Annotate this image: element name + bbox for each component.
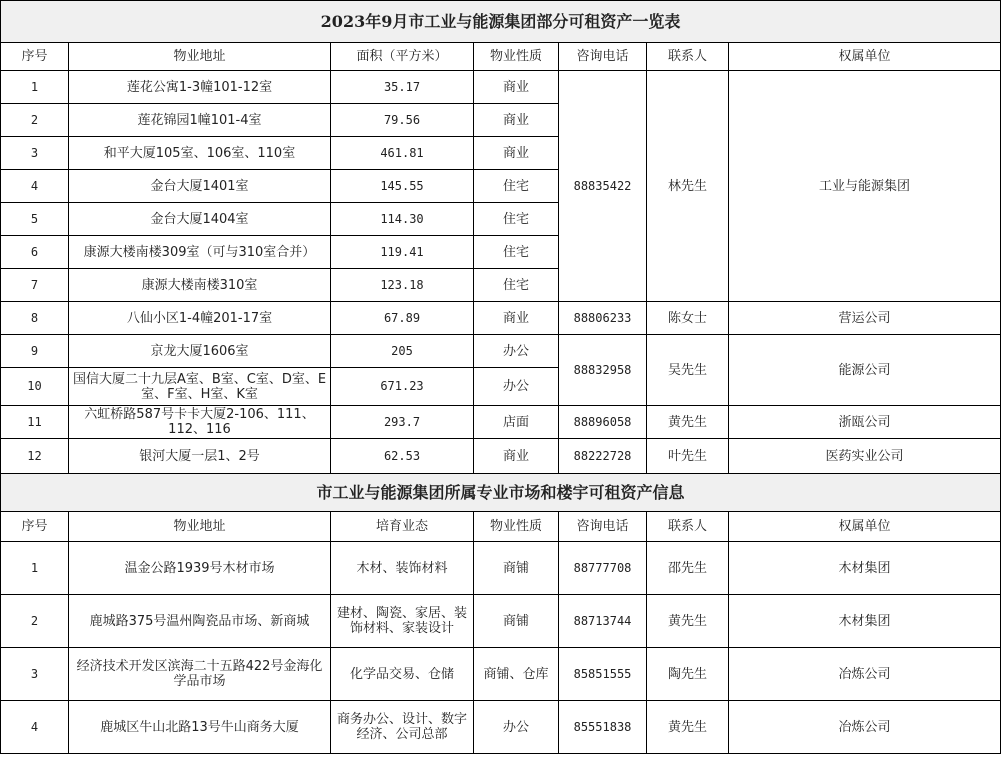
row-contact: 吴先生 <box>647 335 729 406</box>
row-type: 办公 <box>474 335 559 368</box>
table-row <box>1 335 1001 368</box>
row-phone: 88832958 <box>559 335 647 406</box>
row-contact: 林先生 <box>647 71 729 302</box>
table-row <box>1 595 1001 648</box>
row-type: 住宅 <box>474 170 559 203</box>
section1-title-row <box>1 1 1001 43</box>
row-address: 和平大厦105室、106室、110室 <box>69 137 331 170</box>
row-business: 化学品交易、仓储 <box>331 648 474 701</box>
row-type: 商业 <box>474 137 559 170</box>
row-address: 康源大楼南楼309室（可与310室合并） <box>69 236 331 269</box>
row-no: 2 <box>1 595 69 648</box>
row-address: 银河大厦一层1、2号 <box>69 439 331 474</box>
row-address: 京龙大厦1606室 <box>69 335 331 368</box>
row-area: 62.53 <box>331 439 474 474</box>
row-no: 5 <box>1 203 69 236</box>
row-contact: 黄先生 <box>647 701 729 754</box>
header-no: 序号 <box>1 512 69 542</box>
row-type: 住宅 <box>474 203 559 236</box>
row-no: 11 <box>1 406 69 439</box>
header-no: 序号 <box>1 43 69 71</box>
header-phone: 咨询电话 <box>559 512 647 542</box>
header-business: 培育业态 <box>331 512 474 542</box>
row-address: 国信大厦二十九层A室、B室、C室、D室、E室、F室、H室、K室 <box>69 368 331 406</box>
row-area: 123.18 <box>331 269 474 302</box>
section2-title-row <box>1 474 1001 512</box>
row-no: 4 <box>1 170 69 203</box>
row-type: 住宅 <box>474 269 559 302</box>
row-no: 8 <box>1 302 69 335</box>
row-no: 3 <box>1 137 69 170</box>
header-contact: 联系人 <box>647 512 729 542</box>
row-no: 4 <box>1 701 69 754</box>
row-no: 9 <box>1 335 69 368</box>
header-type: 物业性质 <box>474 43 559 71</box>
row-address: 莲花锦园1幢101-4室 <box>69 104 331 137</box>
row-address: 鹿城路375号温州陶瓷品市场、新商城 <box>69 595 331 648</box>
row-type: 办公 <box>474 368 559 406</box>
row-area: 79.56 <box>331 104 474 137</box>
row-type: 店面 <box>474 406 559 439</box>
row-contact: 黄先生 <box>647 595 729 648</box>
row-owner: 能源公司 <box>729 335 1001 406</box>
row-contact: 叶先生 <box>647 439 729 474</box>
row-no: 7 <box>1 269 69 302</box>
row-no: 12 <box>1 439 69 474</box>
row-phone: 88777708 <box>559 542 647 595</box>
row-type: 办公 <box>474 701 559 754</box>
header-address: 物业地址 <box>69 512 331 542</box>
row-type: 商业 <box>474 439 559 474</box>
row-contact: 陈女士 <box>647 302 729 335</box>
row-address: 莲花公寓1-3幢101-12室 <box>69 71 331 104</box>
row-no: 2 <box>1 104 69 137</box>
row-address: 金台大厦1401室 <box>69 170 331 203</box>
section1-title: 2023年9月市工业与能源集团部分可租资产一览表 <box>1 1 1001 43</box>
header-address: 物业地址 <box>69 43 331 71</box>
row-business: 建材、陶瓷、家居、装饰材料、家装设计 <box>331 595 474 648</box>
row-address: 温金公路1939号木材市场 <box>69 542 331 595</box>
row-address: 六虹桥路587号卡卡大厦2-106、111、112、116 <box>69 406 331 439</box>
row-type: 商铺 <box>474 595 559 648</box>
row-business: 商务办公、设计、数字经济、公司总部 <box>331 701 474 754</box>
table-row <box>1 648 1001 701</box>
row-phone: 88713744 <box>559 595 647 648</box>
table-row <box>1 701 1001 754</box>
row-owner: 木材集团 <box>729 542 1001 595</box>
section2-title: 市工业与能源集团所属专业市场和楼宇可租资产信息 <box>1 474 1001 512</box>
row-no: 3 <box>1 648 69 701</box>
header-phone: 咨询电话 <box>559 43 647 71</box>
row-area: 461.81 <box>331 137 474 170</box>
row-owner: 医药实业公司 <box>729 439 1001 474</box>
row-no: 6 <box>1 236 69 269</box>
row-owner: 浙瓯公司 <box>729 406 1001 439</box>
header-contact: 联系人 <box>647 43 729 71</box>
header-type: 物业性质 <box>474 512 559 542</box>
row-phone: 85851555 <box>559 648 647 701</box>
header-owner: 权属单位 <box>729 43 1001 71</box>
row-area: 205 <box>331 335 474 368</box>
row-type: 商铺 <box>474 542 559 595</box>
row-address: 八仙小区1-4幢201-17室 <box>69 302 331 335</box>
row-type: 商业 <box>474 71 559 104</box>
row-owner: 冶炼公司 <box>729 648 1001 701</box>
section1-header-row <box>1 43 1001 71</box>
table-row <box>1 302 1001 335</box>
row-phone: 88896058 <box>559 406 647 439</box>
row-phone: 88806233 <box>559 302 647 335</box>
row-contact: 陶先生 <box>647 648 729 701</box>
row-owner: 工业与能源集团 <box>729 71 1001 302</box>
row-area: 145.55 <box>331 170 474 203</box>
row-owner: 营运公司 <box>729 302 1001 335</box>
row-phone: 88835422 <box>559 71 647 302</box>
row-area: 293.7 <box>331 406 474 439</box>
table-row <box>1 542 1001 595</box>
row-no: 10 <box>1 368 69 406</box>
table-row <box>1 71 1001 104</box>
row-address: 鹿城区牛山北路13号牛山商务大厦 <box>69 701 331 754</box>
row-area: 67.89 <box>331 302 474 335</box>
row-type: 商业 <box>474 302 559 335</box>
header-area: 面积（平方米） <box>331 43 474 71</box>
table-row <box>1 406 1001 439</box>
row-owner: 冶炼公司 <box>729 701 1001 754</box>
row-no: 1 <box>1 71 69 104</box>
row-address: 经济技术开发区滨海二十五路422号金海化学品市场 <box>69 648 331 701</box>
header-owner: 权属单位 <box>729 512 1001 542</box>
row-area: 35.17 <box>331 71 474 104</box>
row-no: 1 <box>1 542 69 595</box>
row-contact: 邵先生 <box>647 542 729 595</box>
row-area: 114.30 <box>331 203 474 236</box>
row-phone: 88222728 <box>559 439 647 474</box>
row-type: 住宅 <box>474 236 559 269</box>
row-area: 119.41 <box>331 236 474 269</box>
row-type: 商铺、仓库 <box>474 648 559 701</box>
row-area: 671.23 <box>331 368 474 406</box>
row-address: 金台大厦1404室 <box>69 203 331 236</box>
row-phone: 85551838 <box>559 701 647 754</box>
row-business: 木材、装饰材料 <box>331 542 474 595</box>
section2-header-row <box>1 512 1001 542</box>
row-contact: 黄先生 <box>647 406 729 439</box>
row-owner: 木材集团 <box>729 595 1001 648</box>
row-address: 康源大楼南楼310室 <box>69 269 331 302</box>
table-row <box>1 439 1001 474</box>
row-type: 商业 <box>474 104 559 137</box>
